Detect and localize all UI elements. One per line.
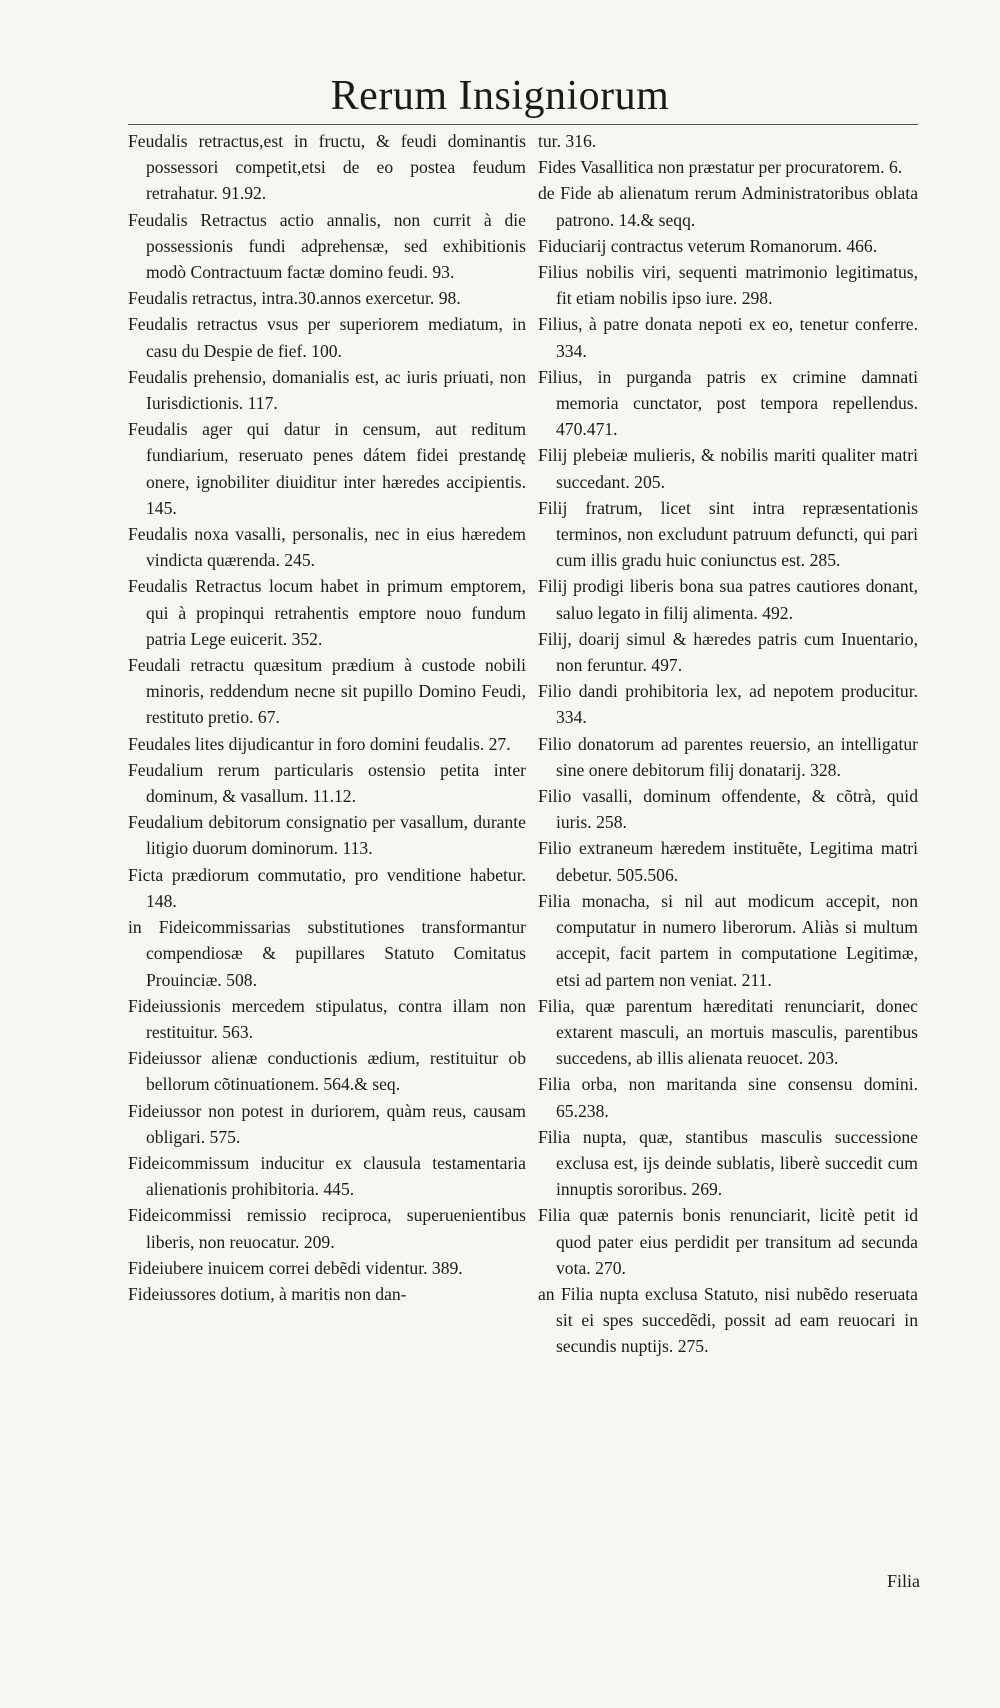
entry-text: Feudales lites dijudicantur in foro domini feudalis. bbox=[128, 733, 485, 754]
entry-text: tur. bbox=[538, 131, 561, 151]
index-entry bbox=[128, 993, 526, 1045]
index-entry bbox=[128, 1202, 526, 1254]
index-entry bbox=[128, 731, 526, 757]
entry-text: Filia nupta, quæ, stantibus masculis successione exclusa est, ijs deinde sublatis, liberè succedit cum innuptis sororibus. bbox=[538, 1126, 918, 1200]
entry-page-ref: 269. bbox=[691, 1179, 723, 1200]
entry-text: Filius nobilis viri, sequenti matrimonio legitimatus, fit etiam nobilis ipso iure. bbox=[538, 262, 918, 309]
entry-text: Fideiussores dotium, à maritis non dan- bbox=[128, 1283, 407, 1304]
index-entry bbox=[538, 364, 918, 443]
entry-page-ref: 285. bbox=[809, 550, 841, 571]
index-entry bbox=[538, 993, 918, 1072]
entry-text: Fideiubere inuicem correi debẽdi videntur. bbox=[128, 1257, 428, 1278]
entry-text: Feudalis retractus,est in fructu, & feudi dominantis possessori competit,etsi de eo postea feudum retrahatur. bbox=[128, 131, 526, 204]
entry-text: Fides Vasallitica non præstatur per procuratorem. bbox=[538, 157, 885, 178]
entry-page-ref: 334. bbox=[556, 707, 587, 728]
entry-text: Filius, à patre donata nepoti ex eo, tenetur conferre. bbox=[538, 314, 918, 335]
entry-page-ref: 11.12. bbox=[312, 786, 356, 807]
entry-page-ref: 328. bbox=[810, 759, 841, 780]
entry-text: in Fideicommissarias substitutiones transformantur compendiosæ & pupillares Statuto Comitatus Prouinciæ. bbox=[128, 917, 526, 990]
entry-page-ref: 211. bbox=[741, 969, 772, 990]
index-entry bbox=[538, 495, 918, 574]
index-entry bbox=[128, 1255, 526, 1281]
entry-text: Filio extraneum hæredem instituẽte, Legitima matri debetur. bbox=[538, 838, 918, 885]
entry-page-ref: 14.& seqq. bbox=[618, 209, 696, 230]
entry-text: Feudalis prehensio, domanialis est, ac iuris priuati, non Iurisdictionis. bbox=[128, 366, 526, 414]
entry-page-ref: 508. bbox=[226, 969, 257, 990]
index-entry bbox=[128, 757, 526, 809]
entry-page-ref: 575. bbox=[209, 1126, 241, 1147]
entry-page-ref: 492. bbox=[762, 602, 793, 623]
entry-page-ref: 389. bbox=[431, 1257, 463, 1278]
entry-page-ref: 564.& seq. bbox=[323, 1074, 401, 1095]
entry-page-ref: 275. bbox=[677, 1336, 709, 1357]
index-entry bbox=[538, 573, 918, 625]
entry-text: Filia orba, non maritanda sine consensu domini. bbox=[538, 1074, 918, 1095]
entry-page-ref: 270. bbox=[595, 1257, 626, 1278]
entry-page-ref: 209. bbox=[303, 1231, 335, 1252]
index-entry bbox=[538, 1124, 918, 1203]
index-entry bbox=[538, 442, 918, 494]
index-entry bbox=[128, 311, 526, 363]
index-entry bbox=[538, 1202, 918, 1281]
entry-page-ref: 145. bbox=[146, 497, 177, 518]
entry-text: Fideicommissi remissio reciproca, superuenientibus liberis, non reuocatur. bbox=[128, 1205, 526, 1252]
entry-text: Feudalis noxa vasalli, personalis, nec in eius hæredem vindicta quærenda. bbox=[128, 524, 526, 571]
entry-page-ref: 352. bbox=[291, 628, 323, 649]
entry-page-ref: 98. bbox=[438, 288, 461, 309]
index-entry bbox=[538, 783, 918, 835]
index-entry bbox=[128, 364, 526, 416]
index-entry bbox=[128, 914, 526, 993]
index-entry bbox=[128, 573, 526, 652]
index-entry bbox=[128, 1098, 526, 1150]
entry-text: Filia quæ paternis bonis renunciarit, licitè petit id quod pater eius perdidit per transitum ad secunda vota. bbox=[538, 1205, 918, 1278]
index-entry bbox=[538, 259, 918, 311]
entry-page-ref: 113. bbox=[342, 838, 373, 859]
entry-text: Fideiussionis mercedem stipulatus, contra illam non restituitur. bbox=[128, 995, 526, 1042]
entry-page-ref: 148. bbox=[146, 890, 177, 911]
entry-text: Filij fratrum, licet sint intra repræsentationis terminos, non excludunt patruum defuncti, qui pari cum illis gradu huic coniunctus est. bbox=[538, 497, 918, 571]
index-entry bbox=[538, 1281, 918, 1360]
entry-page-ref: 67. bbox=[257, 707, 280, 728]
index-entry bbox=[128, 416, 526, 521]
entry-text: Fiduciarij contractus veterum Romanorum. bbox=[538, 235, 842, 256]
entry-page-ref: 245. bbox=[284, 550, 316, 571]
entry-text: Filia monacha, si nil aut modicum accepit, non computatur in numero liberorum. Aliàs si multum accepit, facit partem in computatione Legitimæ, etsi ad partem non veniat. bbox=[538, 890, 918, 990]
index-entry bbox=[128, 809, 526, 861]
entry-page-ref: 466. bbox=[846, 235, 878, 256]
entry-text: Fideiussor alienæ conductionis ædium, restituitur ob bellorum cõtinuationem. bbox=[128, 1048, 526, 1095]
header-rule bbox=[128, 124, 918, 125]
entry-page-ref: 298. bbox=[741, 288, 773, 309]
right-column bbox=[538, 128, 918, 1360]
entry-page-ref: 334. bbox=[556, 340, 587, 361]
entry-page-ref: 6. bbox=[888, 157, 903, 178]
entry-text: Filia, quæ parentum hæreditati renunciarit, donec extarent masculi, an mortuis masculis, parentibus succedens, ab illis alienata reuocet. bbox=[538, 995, 918, 1069]
entry-page-ref: 497. bbox=[651, 655, 683, 676]
catchword: Filia bbox=[886, 1571, 920, 1591]
entry-text: Feudali retractu quæsitum prædium à custode nobili minoris, reddendum necne sit pupillo Domino Feudi, restituto pretio. bbox=[128, 655, 526, 728]
index-entry bbox=[538, 311, 918, 363]
entry-text: Feudalis retractus vsus per superiorem mediatum, in casu du Despie de fief. bbox=[128, 314, 526, 361]
entry-page-ref: 563. bbox=[222, 1021, 254, 1042]
entry-text: Fideiussor non potest in duriorem, quàm reus, causam obligari. bbox=[128, 1100, 526, 1147]
entry-text: Filij prodigi liberis bona sua patres cautiores donant, saluo legato in filij alimenta. bbox=[538, 576, 918, 623]
index-entry bbox=[538, 731, 918, 783]
entry-page-ref: 65.238. bbox=[556, 1100, 609, 1121]
entry-text: Filij, doarij simul & hæredes patris cum Inuentario, non feruntur. bbox=[538, 628, 918, 676]
entry-page-ref: 93. bbox=[432, 262, 455, 283]
index-entry bbox=[538, 835, 918, 887]
index-entry bbox=[128, 521, 526, 573]
index-entry bbox=[128, 862, 526, 914]
index-entry bbox=[538, 626, 918, 678]
index-entry bbox=[538, 128, 918, 154]
entry-page-ref: 27. bbox=[488, 733, 511, 754]
entry-text: Filio vasalli, dominum offendente, & cõtrà, quid iuris. bbox=[538, 786, 918, 833]
entry-text: Fideicommissum inducitur ex clausula testamentaria alienationis prohibitoria. bbox=[128, 1152, 526, 1200]
entry-text: Feudalium debitorum consignatio per vasallum, durante litigio duorum dominorum. bbox=[128, 812, 526, 859]
entry-page-ref: 258. bbox=[596, 812, 627, 833]
entry-text: Filius, in purganda patris ex crimine damnati memoria cunctator, post tempora repellendus. bbox=[538, 366, 918, 414]
running-head: Rerum Insigniorum bbox=[330, 73, 670, 119]
index-entry bbox=[538, 180, 918, 232]
index-entry bbox=[538, 233, 918, 259]
left-column bbox=[128, 128, 526, 1307]
entry-text: Feudalium rerum particularis ostensio petita inter dominum, & vasallum. bbox=[128, 759, 526, 807]
index-entry bbox=[128, 1150, 526, 1202]
entry-page-ref: 470.471. bbox=[556, 419, 618, 440]
index-entry bbox=[538, 154, 918, 180]
index-entry bbox=[128, 128, 526, 207]
entry-text: de Fide ab alienatum rerum Administratoribus oblata patrono. bbox=[538, 183, 918, 230]
index-entry bbox=[128, 1045, 526, 1097]
index-entry bbox=[128, 652, 526, 731]
entry-text: Filio dandi prohibitoria lex, ad nepotem producitur. bbox=[538, 681, 918, 702]
entry-page-ref: 203. bbox=[807, 1048, 839, 1069]
entry-page-ref: 316. bbox=[565, 131, 597, 151]
index-entry bbox=[128, 285, 526, 311]
entry-text: Feudalis retractus, intra.30.annos exercetur. bbox=[128, 288, 435, 309]
index-entry bbox=[538, 888, 918, 993]
index-entry bbox=[538, 1071, 918, 1123]
entry-page-ref: 445. bbox=[323, 1179, 355, 1200]
entry-page-ref: 205. bbox=[634, 471, 665, 492]
entry-text: Ficta prædiorum commutatio, pro venditione habetur. bbox=[128, 864, 526, 885]
entry-page-ref: 117. bbox=[247, 393, 278, 414]
index-entry bbox=[128, 207, 526, 286]
entry-text: an Filia nupta exclusa Statuto, nisi nubẽdo reseruata sit ei spes succedẽdi, possit ad eam reuocari in secundis nuptijs. bbox=[538, 1283, 918, 1357]
entry-page-ref: 505.506. bbox=[616, 864, 679, 885]
index-entry bbox=[128, 1281, 526, 1307]
entry-text: Filio donatorum ad parentes reuersio, an intelligatur sine onere debitorum filij donatarij. bbox=[538, 733, 918, 780]
index-entry bbox=[538, 678, 918, 730]
entry-page-ref: 91.92. bbox=[222, 183, 267, 204]
entry-text: Feudalis Retractus actio annalis, non currit à die possessionis fundi adprehensæ, sed exhibitionis modò Contractuum factæ domino feudi. bbox=[128, 209, 526, 283]
entry-page-ref: 100. bbox=[311, 340, 342, 361]
entry-text: Feudalis Retractus locum habet in primum emptorem, qui à propinqui retrahentis emptore nouo fundum patria Lege euicerit. bbox=[128, 576, 526, 649]
entry-text: Feudalis ager qui datur in censum, aut reditum fundiarium, reseruato penes dátem fidei prestandę onere, ignobiliter diuiditur inter hæredes accipientis. bbox=[128, 419, 526, 492]
entry-text: Filij plebeiæ mulieris, & nobilis mariti qualiter matri succedant. bbox=[538, 445, 918, 492]
